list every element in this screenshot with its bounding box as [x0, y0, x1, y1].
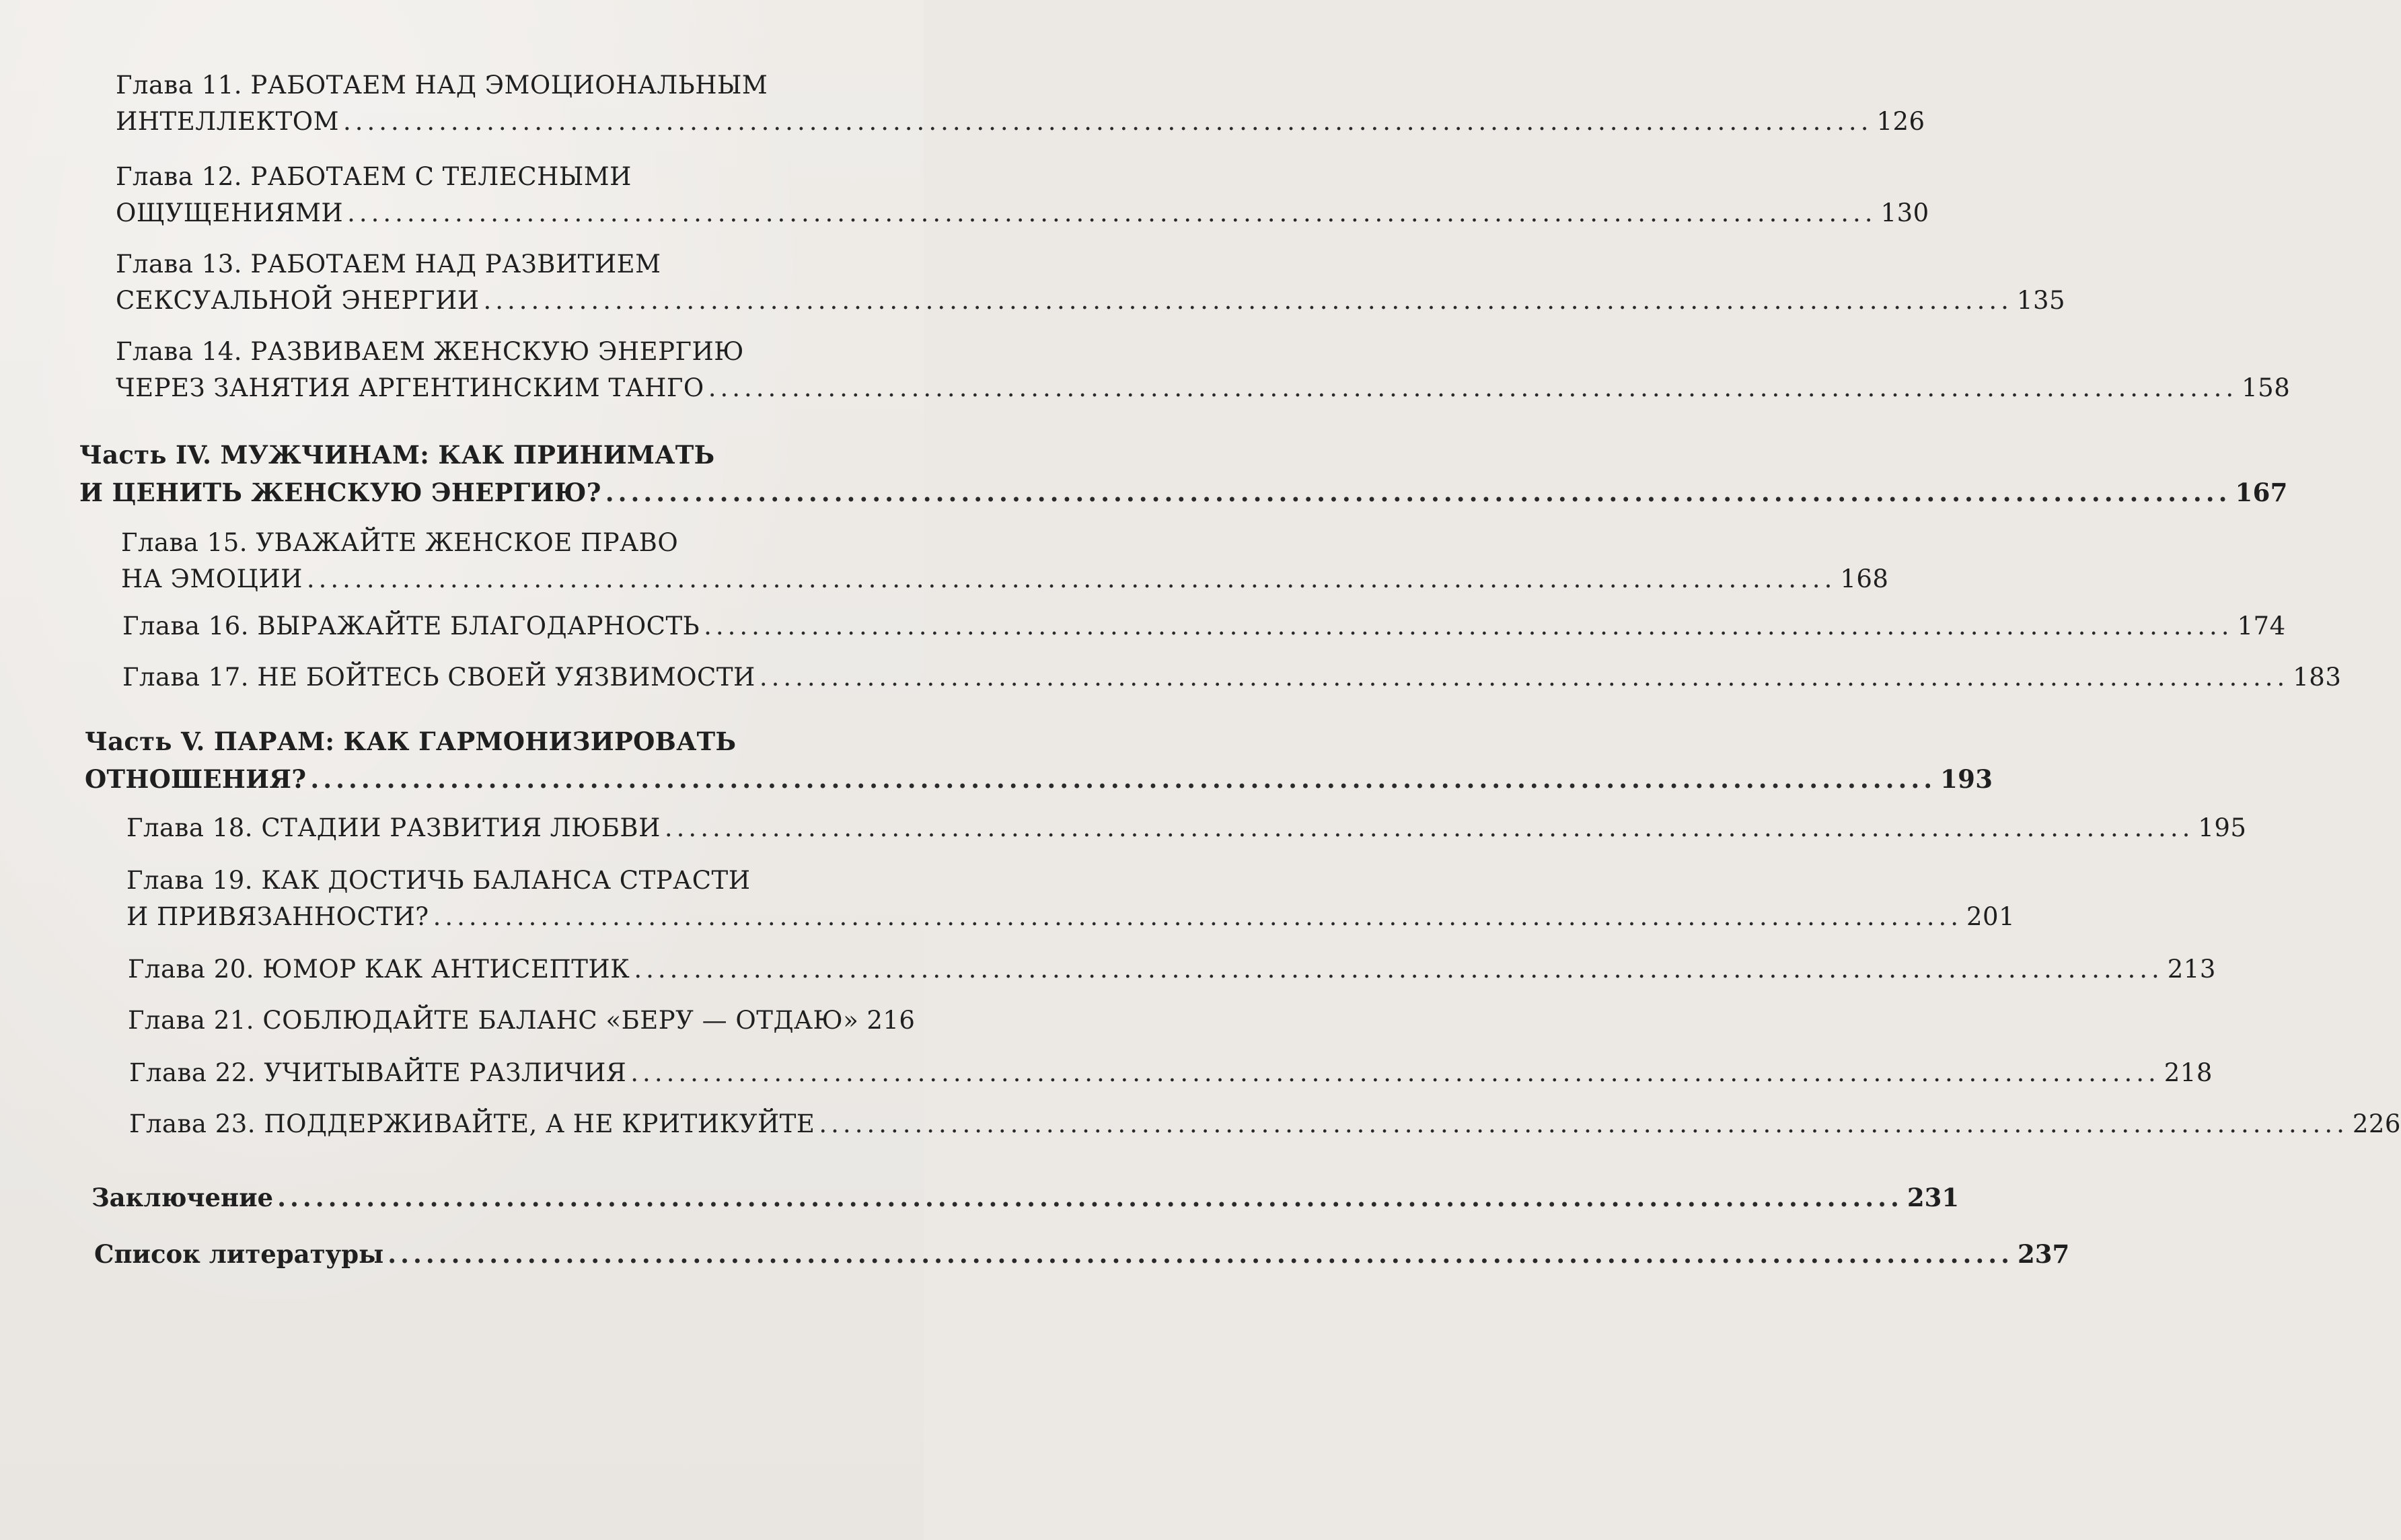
page-number: 193: [1940, 764, 1993, 794]
toc-line: [128, 951, 2216, 988]
page-number: 218: [2164, 1058, 2213, 1087]
toc-part-title: Часть IV. МУЖЧИНАМ: КАК ПРИНИМАТЬ: [79, 440, 715, 470]
toc-entry-ch13: [116, 246, 2066, 319]
toc-title: Глава 23. ПОДДЕРЖИВАЙТЕ, А НЕ КРИТИКУЙТЕ: [129, 1109, 815, 1138]
toc-title: Список литературы: [94, 1239, 384, 1269]
toc-entry-references: [94, 1235, 2070, 1273]
dot-leader: ................................................................................................................................: [704, 612, 2233, 640]
toc-line: [129, 1106, 2401, 1142]
page-number: 168: [1840, 564, 1889, 593]
toc-title: Глава 12. РАБОТАЕМ С ТЕЛЕСНЫМИ: [116, 162, 632, 191]
toc-line: [126, 899, 2016, 935]
toc-line: [79, 436, 883, 474]
toc-title: Глава 13. РАБОТАЕМ НАД РАЗВИТИЕМ: [116, 250, 661, 279]
toc-line: [121, 561, 1889, 597]
toc-entry-conclusion: [91, 1179, 1960, 1216]
page-number: 135: [2016, 286, 2066, 315]
dot-leader: ................................................................................................................................: [664, 813, 2194, 842]
toc-part-title-cont: ОТНОШЕНИЯ?: [85, 764, 307, 794]
toc-line: [85, 760, 1993, 798]
toc-entry-ch21: [128, 1002, 916, 1039]
toc-line: [85, 723, 883, 760]
page-number: 183: [2293, 663, 2342, 692]
dot-leader: ................................................................................................................................: [630, 1058, 2160, 1087]
dot-leader: ................................................................................................................................: [306, 564, 1837, 593]
toc-title: Глава 19. КАК ДОСТИЧЬ БАЛАНСА СТРАСТИ: [126, 866, 751, 895]
toc-title-cont: ЧЕРЕЗ ЗАНЯТИЯ АРГЕНТИНСКИМ ТАНГО: [116, 373, 704, 402]
page-number: 195: [2198, 813, 2247, 842]
dot-leader: ................................................................................................................................: [277, 1183, 1903, 1212]
toc-part-title: Часть V. ПАРАМ: КАК ГАРМОНИЗИРОВАТЬ: [85, 727, 737, 756]
page-number: 237: [2018, 1239, 2070, 1269]
page-number: 130: [1880, 198, 1929, 227]
toc-entry-ch12: [116, 159, 1929, 231]
toc-title: Глава 15. УВАЖАЙТЕ ЖЕНСКОЕ ПРАВО: [121, 528, 679, 557]
toc-line: [122, 608, 2286, 645]
toc-title-cont: НА ЭМОЦИИ: [121, 564, 303, 593]
toc-entry-ch14: [116, 334, 2291, 406]
toc-entry-part4: [79, 436, 2288, 511]
toc-title: Заключение: [91, 1183, 274, 1212]
dot-leader: ................................................................................................................................: [605, 478, 2231, 507]
dot-leader: ................................................................................................................................: [634, 955, 2164, 984]
toc-line: [79, 474, 2288, 511]
dot-leader: ................................................................................................................................: [819, 1109, 2349, 1138]
toc-entry-ch18: [126, 810, 2247, 846]
toc-entry-ch11: [116, 67, 1925, 140]
toc-line: [94, 1235, 2070, 1273]
toc-entry-part5: [85, 723, 1993, 798]
dot-leader: ................................................................................................................................: [759, 663, 2289, 692]
toc-line: [126, 810, 2247, 846]
toc-title: Глава 18. СТАДИИ РАЗВИТИЯ ЛЮБВИ: [126, 813, 661, 842]
toc-line: [116, 159, 883, 195]
toc-line: [116, 334, 883, 370]
page-number: 226: [2352, 1109, 2401, 1138]
dot-leader: ................................................................................................................................: [433, 902, 1962, 931]
toc-title-cont: И ПРИВЯЗАННОСТИ?: [126, 902, 429, 931]
toc-line: [122, 659, 2342, 696]
toc-title: Глава 16. ВЫРАЖАЙТЕ БЛАГОДАРНОСТЬ: [122, 612, 700, 640]
toc-line: [116, 67, 883, 104]
toc-entry-ch15: [121, 525, 1889, 597]
toc-entry-ch22: [129, 1055, 2213, 1091]
toc-title: Глава 11. РАБОТАЕМ НАД ЭМОЦИОНАЛЬНЫМ: [116, 71, 768, 100]
toc-entry-ch17: [122, 659, 2342, 696]
toc-part-title-cont: И ЦЕНИТЬ ЖЕНСКУЮ ЭНЕРГИЮ?: [79, 478, 601, 507]
page-number: 216: [866, 1006, 916, 1035]
toc-entry-ch16: [122, 608, 2286, 645]
toc-title: Глава 14. РАЗВИВАЕМ ЖЕНСКУЮ ЭНЕРГИЮ: [116, 337, 744, 366]
toc-line: [91, 1179, 1960, 1216]
dot-leader: ................................................................................................................................: [387, 1239, 2014, 1269]
toc-title: Глава 21. СОБЛЮДАЙТЕ БАЛАНС «БЕРУ — ОТДАЮ»: [128, 1006, 859, 1035]
toc-line: [116, 195, 1929, 231]
toc-line: [129, 1055, 2213, 1091]
toc-line: [116, 370, 2291, 406]
toc-title-cont: ОЩУЩЕНИЯМИ: [116, 198, 344, 227]
dot-leader: ................................................................................................................................: [347, 198, 1877, 227]
toc-line: [121, 525, 883, 561]
toc-line: [116, 246, 883, 283]
page-number: 213: [2167, 955, 2216, 984]
toc-line: [126, 863, 883, 899]
page-number: 231: [1907, 1183, 1960, 1212]
toc-entry-ch23: [129, 1106, 2401, 1142]
toc-title-cont: СЕКСУАЛЬНОЙ ЭНЕРГИИ: [116, 286, 480, 315]
toc-line: [116, 283, 2066, 319]
page-number: 174: [2237, 612, 2286, 640]
page-number: 167: [2235, 478, 2288, 507]
toc-title: Глава 20. ЮМОР КАК АНТИСЕПТИК: [128, 955, 630, 984]
toc-title: Глава 22. УЧИТЫВАЙТЕ РАЗЛИЧИЯ: [129, 1058, 627, 1087]
page-number: 126: [1876, 107, 1925, 136]
toc-title-cont: ИНТЕЛЛЕКТОМ: [116, 107, 340, 136]
dot-leader: ................................................................................................................................: [343, 107, 1873, 136]
toc-line: [116, 104, 1925, 140]
page-number: 158: [2242, 373, 2291, 402]
dot-leader: ................................................................................................................................: [708, 373, 2238, 402]
toc-entry-ch19: [126, 863, 2016, 935]
toc-line: [128, 1002, 916, 1039]
toc-title: Глава 17. НЕ БОЙТЕСЬ СВОЕЙ УЯЗВИМОСТИ: [122, 663, 755, 692]
page-number: 201: [1966, 902, 2016, 931]
dot-leader: ................................................................................................................................: [483, 286, 2013, 315]
toc-entry-ch20: [128, 951, 2216, 988]
dot-leader: ................................................................................................................................: [310, 764, 1937, 794]
